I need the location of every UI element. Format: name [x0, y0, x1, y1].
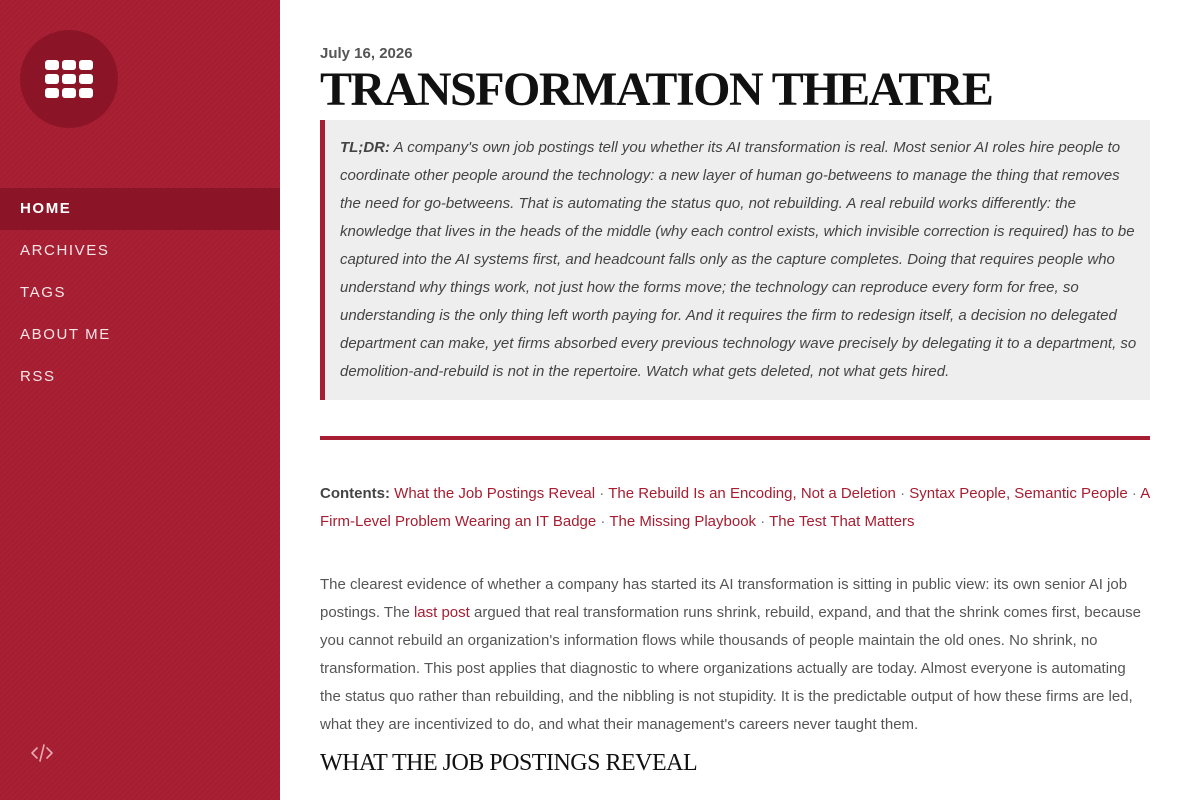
toc-link-rebuild-encoding[interactable]: The Rebuild Is an Encoding, Not a Deletion: [608, 485, 896, 502]
nav-item-home[interactable]: HOME: [0, 188, 280, 230]
post-date: July 16, 2026: [320, 45, 413, 62]
nav-item-archives[interactable]: ARCHIVES: [20, 242, 110, 259]
toc-link-job-postings[interactable]: What the Job Postings Reveal: [394, 485, 596, 502]
tldr-text: A company's own job postings tell you whether its AI transformation is real. Most senior AI roles hire people to coordinate other people around the technology: a new layer of human go-betweens to manage the thing that removes the need for go-betweens. That is automating the status quo, not rebuilding. A real rebuild works differently: the knowledge that lives in the heads of the middle (why each control exists, which invisible correction is required) has to be captured into the AI systems first, and headcount falls only as the capture completes. Doing that requires people who understand why things work, not just how the forms move; the technology can reproduce every form for free, so understanding is the only thing left worth paying for. And it requires the firm to redesign itself, a decision no delegated department can make, yet firms absorbed every previous technology wave precisely by delegating it to a department, so demolition-and-rebuild is not in the repertoire. Watch what gets deleted, not what gets hired.: [340, 139, 1137, 380]
main-nav: [0, 188, 280, 398]
contents-label: Contents:: [320, 485, 390, 502]
nav-item-about-me[interactable]: ABOUT ME: [20, 326, 111, 343]
intro-paragraph: [320, 571, 1150, 739]
toc-link-firm-level-problem[interactable]: A Firm-Level Problem Wearing an IT Badge: [320, 485, 1150, 530]
site-logo[interactable]: [20, 30, 118, 128]
toc-separator: ·: [900, 485, 906, 502]
toc-separator: ·: [760, 513, 766, 530]
section-divider: [320, 436, 1150, 440]
table-of-contents: [320, 480, 1150, 536]
toc-link-missing-playbook[interactable]: The Missing Playbook: [609, 513, 757, 530]
intro-text-end: argued that real transformation runs shrink, rebuild, expand, and that the shrink comes first, because you cannot rebuild an organization's information flows while thousands of people maintain the old ones. No shrink, no transformation. This post applies that diagnostic to where organizations actually are today. Almost everyone is automating the status quo rather than rebuilding, and the nibbling is not stupidity. It is the predictable output of how these firms are led, what they are incentivized to do, and what their management's careers never taught them.: [320, 604, 1142, 733]
grid-apps-icon: [44, 59, 94, 99]
nav-item-rss[interactable]: RSS: [20, 368, 56, 385]
toc-separator: ·: [600, 513, 606, 530]
toc-separator: ·: [1131, 485, 1137, 502]
tldr-label: TL;DR:: [340, 139, 390, 156]
nav-item-tags[interactable]: TAGS: [20, 284, 67, 301]
sidebar: [0, 0, 280, 800]
last-post-link[interactable]: last post: [413, 604, 470, 621]
toc-link-syntax-semantic[interactable]: Syntax People, Semantic People: [909, 485, 1128, 502]
tldr-blockquote: [320, 120, 1150, 400]
intro-text-start: The clearest evidence of whether a company has started its AI transformation is sitting in public view: its own senior AI job postings. The: [320, 576, 1128, 621]
section-heading: WHAT THE JOB POSTINGS REVEAL: [320, 750, 698, 776]
code-icon[interactable]: [30, 742, 54, 764]
toc-link-test-that-matters[interactable]: The Test That Matters: [769, 513, 915, 530]
post-title: TRANSFORMATION THEATRE: [320, 63, 993, 116]
toc-separator: ·: [599, 485, 605, 502]
